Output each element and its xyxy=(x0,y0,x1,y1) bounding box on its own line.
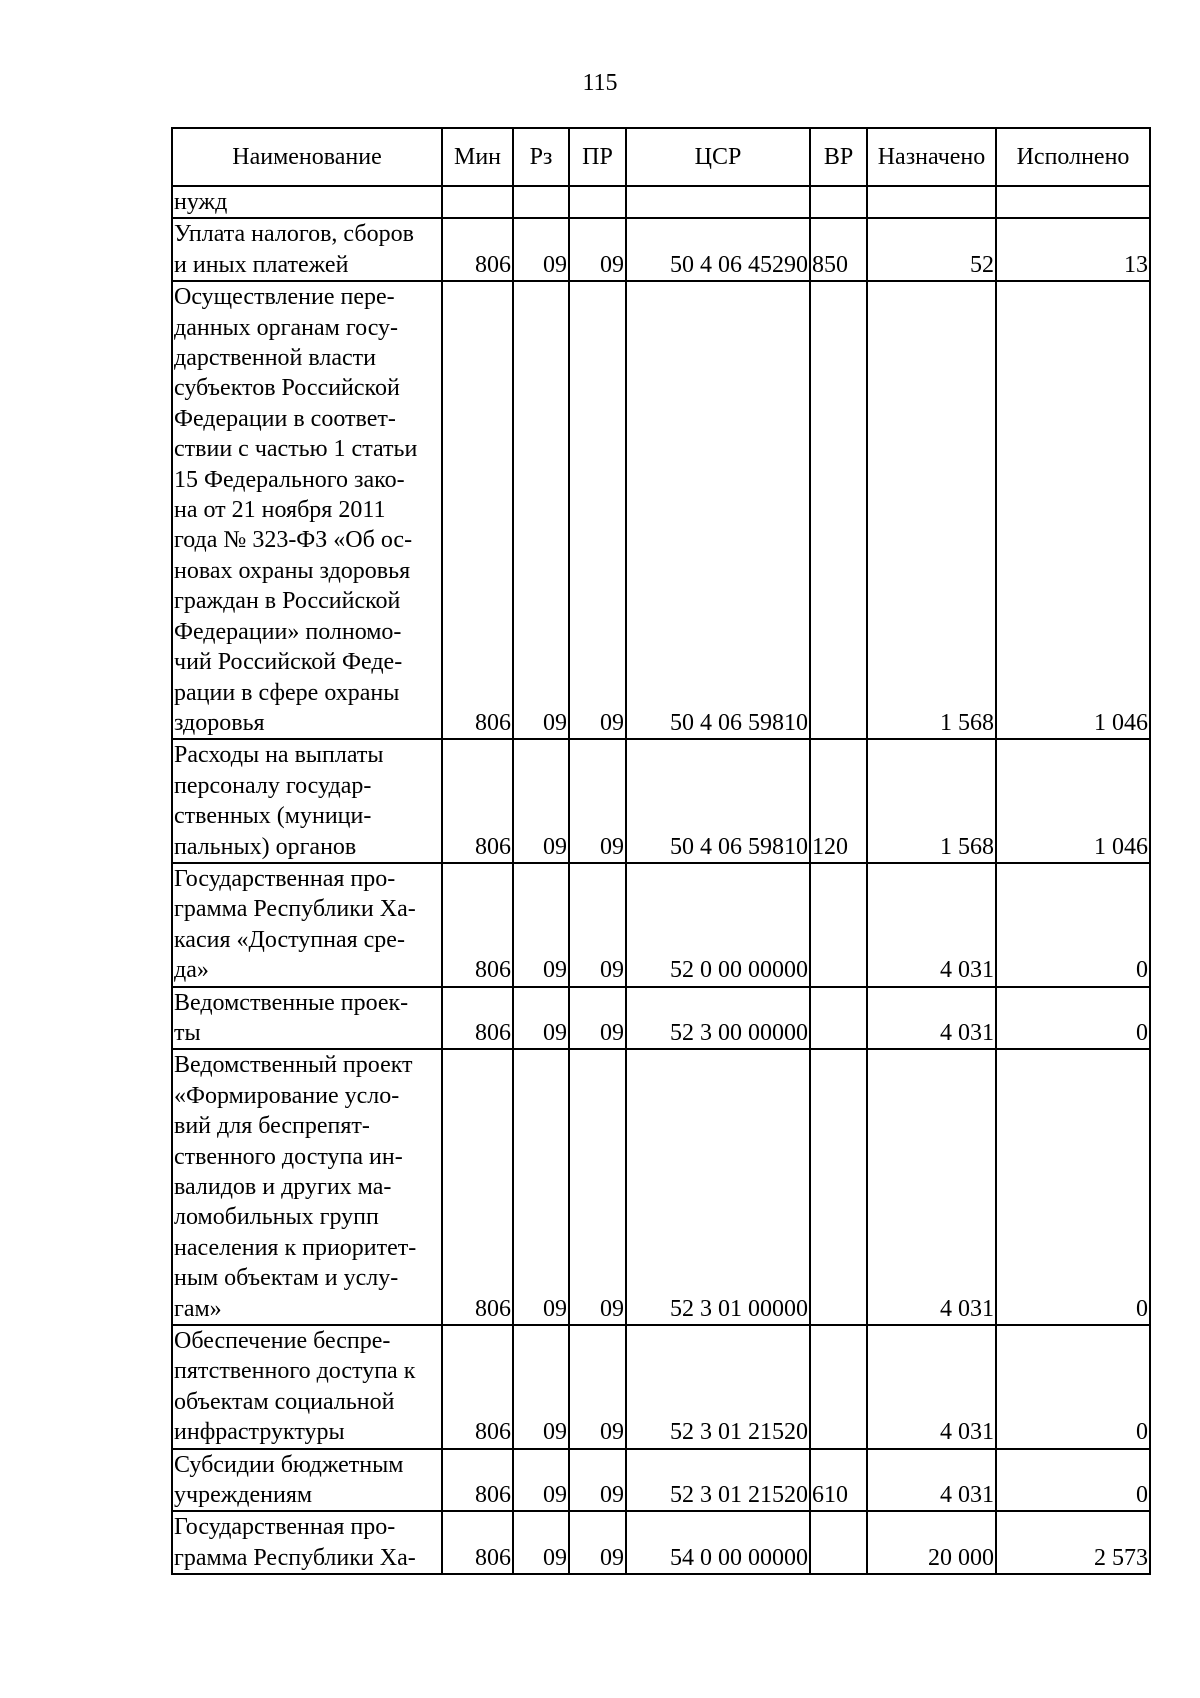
name-line: рации в сфере охраны xyxy=(174,679,400,706)
name-line: и иных платежей xyxy=(174,251,349,278)
cell-csr: 50 4 06 45290 xyxy=(626,218,810,281)
name-line: чий Российской Феде- xyxy=(174,649,403,676)
name-line: Субсидии бюджетным xyxy=(174,1451,404,1478)
cell-name xyxy=(172,186,442,218)
cell-name xyxy=(172,739,442,863)
name-line: новах охраны здоровья xyxy=(174,557,411,584)
name-line: дарственной власти xyxy=(174,345,377,372)
cell-rz: 09 xyxy=(513,1325,569,1449)
cell-rz xyxy=(513,186,569,218)
name-line: года № 323-ФЗ «Об ос- xyxy=(174,527,413,554)
cell-min xyxy=(442,186,513,218)
header-vr: ВР xyxy=(810,128,867,186)
cell-rz: 09 xyxy=(513,739,569,863)
name-line: касия «Доступная сре- xyxy=(174,926,405,953)
header-executed: Исполнено xyxy=(996,128,1150,186)
name-line: «Формирование усло- xyxy=(174,1082,400,1109)
name-line: грамма Республики Ха- xyxy=(174,1544,416,1571)
name-line: Уплата налогов, сборов xyxy=(174,221,414,248)
name-line: пальных) органов xyxy=(174,833,357,860)
cell-vr: 610 xyxy=(810,1449,867,1512)
header-csr: ЦСР xyxy=(626,128,810,186)
cell-name xyxy=(172,218,442,281)
name-line: ты xyxy=(174,1019,201,1046)
name-line: 15 Федерального зако- xyxy=(174,466,405,493)
cell-assigned xyxy=(867,186,996,218)
name-line: данных органам госу- xyxy=(174,314,399,341)
name-line: Ведомственный проект xyxy=(174,1052,413,1079)
table-row xyxy=(172,1449,1150,1512)
name-line: субъектов Российской xyxy=(174,375,400,402)
cell-assigned: 52 xyxy=(867,218,996,281)
cell-min: 806 xyxy=(442,863,513,987)
cell-min: 806 xyxy=(442,281,513,739)
cell-vr xyxy=(810,1049,867,1325)
header-row xyxy=(172,128,1150,186)
cell-vr xyxy=(810,863,867,987)
cell-rz: 09 xyxy=(513,281,569,739)
cell-rz: 09 xyxy=(513,863,569,987)
cell-pr: 09 xyxy=(569,218,626,281)
header-min: Мин xyxy=(442,128,513,186)
cell-executed: 0 xyxy=(996,863,1150,987)
name-line: персоналу государ- xyxy=(174,772,372,799)
cell-rz: 09 xyxy=(513,1049,569,1325)
cell-csr: 52 3 01 21520 xyxy=(626,1449,810,1512)
cell-name xyxy=(172,987,442,1050)
cell-executed: 1 046 xyxy=(996,739,1150,863)
cell-name xyxy=(172,281,442,739)
cell-executed: 0 xyxy=(996,1325,1150,1449)
name-line: граждан в Российской xyxy=(174,588,401,615)
cell-rz: 09 xyxy=(513,218,569,281)
cell-min: 806 xyxy=(442,1049,513,1325)
cell-csr: 52 3 00 00000 xyxy=(626,987,810,1050)
cell-pr xyxy=(569,186,626,218)
table-row xyxy=(172,218,1150,281)
header-pr: ПР xyxy=(569,128,626,186)
cell-csr: 52 3 01 00000 xyxy=(626,1049,810,1325)
cell-executed: 0 xyxy=(996,1049,1150,1325)
cell-min: 806 xyxy=(442,987,513,1050)
page-number: 115 xyxy=(582,70,618,96)
table-row xyxy=(172,281,1150,739)
name-line: населения к приоритет- xyxy=(174,1234,417,1261)
name-line: пятственного доступа к xyxy=(174,1358,416,1385)
header-assigned: Назначено xyxy=(867,128,996,186)
name-line: валидов и других ма- xyxy=(174,1174,392,1200)
cell-executed: 0 xyxy=(996,987,1150,1050)
cell-pr: 09 xyxy=(569,1325,626,1449)
cell-csr: 52 3 01 21520 xyxy=(626,1325,810,1449)
name-line: ственного доступа ин- xyxy=(174,1143,403,1170)
cell-pr: 09 xyxy=(569,863,626,987)
cell-pr: 09 xyxy=(569,1449,626,1512)
cell-assigned: 4 031 xyxy=(867,1325,996,1449)
cell-pr: 09 xyxy=(569,987,626,1050)
cell-executed: 13 xyxy=(996,218,1150,281)
table-row xyxy=(172,1325,1150,1449)
name-line: вий для беспрепят- xyxy=(174,1113,370,1140)
name-line: Государственная про- xyxy=(174,1514,396,1541)
cell-csr: 52 0 00 00000 xyxy=(626,863,810,987)
name-line: учреждениям xyxy=(174,1482,313,1509)
cell-executed xyxy=(996,186,1150,218)
cell-rz: 09 xyxy=(513,1511,569,1574)
name-line: инфраструктуры xyxy=(174,1419,345,1446)
cell-pr: 09 xyxy=(569,1511,626,1574)
cell-min: 806 xyxy=(442,739,513,863)
cell-assigned: 1 568 xyxy=(867,739,996,863)
cell-executed: 2 573 xyxy=(996,1511,1150,1574)
name-line: ственных (муници- xyxy=(174,803,372,830)
cell-csr: 50 4 06 59810 xyxy=(626,281,810,739)
cell-name xyxy=(172,1449,442,1512)
cell-min: 806 xyxy=(442,1325,513,1449)
name-line: Обеспечение беспре- xyxy=(174,1328,391,1355)
name-line: нужд xyxy=(174,189,228,215)
cell-min: 806 xyxy=(442,1511,513,1574)
name-line: здоровья xyxy=(174,709,265,736)
cell-name xyxy=(172,1511,442,1574)
cell-vr xyxy=(810,987,867,1050)
name-line: ным объектам и услу- xyxy=(174,1265,399,1292)
name-line: да» xyxy=(174,957,209,984)
header-rz: Рз xyxy=(513,128,569,186)
cell-name xyxy=(172,1049,442,1325)
cell-assigned: 4 031 xyxy=(867,987,996,1050)
name-line: ломобильных групп xyxy=(174,1204,379,1231)
name-line: Государственная про- xyxy=(174,865,396,892)
table-row xyxy=(172,863,1150,987)
cell-assigned: 1 568 xyxy=(867,281,996,739)
name-line: на от 21 ноября 2011 xyxy=(174,497,386,524)
cell-name xyxy=(172,1325,442,1449)
cell-executed: 1 046 xyxy=(996,281,1150,739)
cell-csr: 50 4 06 59810 xyxy=(626,739,810,863)
name-line: Осуществление пере- xyxy=(174,284,395,311)
name-line: Федерации в соответ- xyxy=(174,405,396,432)
cell-csr: 54 0 00 00000 xyxy=(626,1511,810,1574)
table-body xyxy=(172,186,1150,1574)
budget-table xyxy=(171,127,1151,1575)
name-line: Федерации» полномо- xyxy=(174,618,402,645)
cell-rz: 09 xyxy=(513,987,569,1050)
cell-min: 806 xyxy=(442,218,513,281)
header-name: Наименование xyxy=(172,128,442,186)
name-line: объектам социальной xyxy=(174,1388,395,1415)
cell-assigned: 4 031 xyxy=(867,1449,996,1512)
cell-pr: 09 xyxy=(569,1049,626,1325)
cell-executed: 0 xyxy=(996,1449,1150,1512)
table-row xyxy=(172,739,1150,863)
cell-vr xyxy=(810,1511,867,1574)
cell-csr xyxy=(626,186,810,218)
cell-vr xyxy=(810,281,867,739)
cell-assigned: 4 031 xyxy=(867,863,996,987)
name-line: гам» xyxy=(174,1295,222,1322)
name-line: Расходы на выплаты xyxy=(174,742,384,769)
cell-pr: 09 xyxy=(569,739,626,863)
cell-name xyxy=(172,863,442,987)
name-line: ствии с частью 1 статьи xyxy=(174,436,418,463)
cell-vr xyxy=(810,186,867,218)
name-line: грамма Республики Ха- xyxy=(174,896,416,923)
cell-vr: 120 xyxy=(810,739,867,863)
table-row xyxy=(172,1049,1150,1325)
table-row xyxy=(172,987,1150,1050)
cell-pr: 09 xyxy=(569,281,626,739)
cell-vr: 850 xyxy=(810,218,867,281)
cell-min: 806 xyxy=(442,1449,513,1512)
cell-assigned: 20 000 xyxy=(867,1511,996,1574)
table-row xyxy=(172,186,1150,218)
cell-rz: 09 xyxy=(513,1449,569,1512)
cell-vr xyxy=(810,1325,867,1449)
name-line: Ведомственные проек- xyxy=(174,989,409,1016)
cell-assigned: 4 031 xyxy=(867,1049,996,1325)
table-row xyxy=(172,1511,1150,1574)
